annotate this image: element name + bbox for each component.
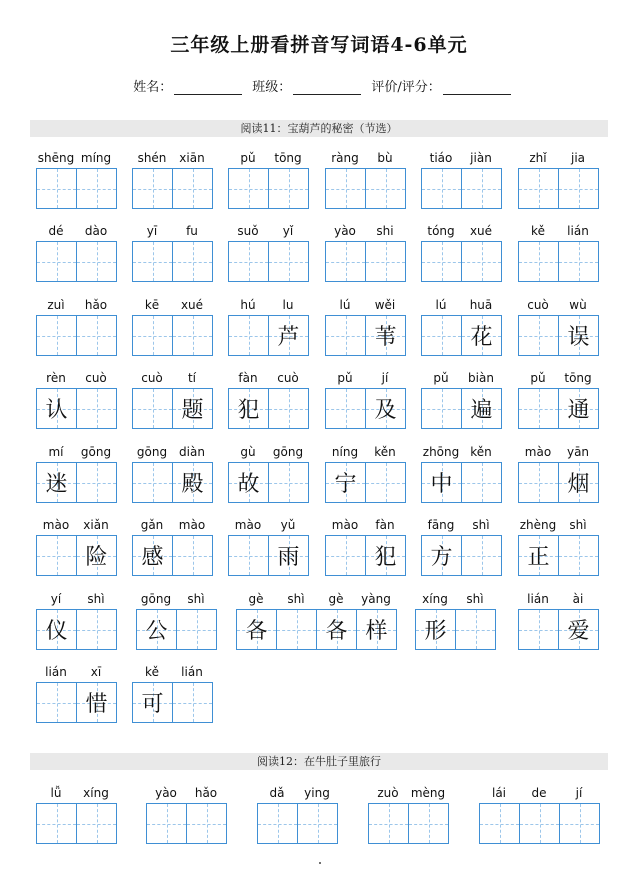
pinyin-syllable: ài (572, 592, 584, 606)
tianzige-cell[interactable] (36, 315, 76, 356)
pinyin-syllable: shì (87, 592, 105, 606)
pinyin-syllable: mào (524, 445, 552, 459)
tianzige-cell[interactable] (519, 803, 559, 844)
score-blank[interactable] (443, 82, 511, 95)
tianzige-cell[interactable] (172, 168, 213, 209)
writing-boxes (479, 803, 600, 844)
tianzige-cell[interactable] (365, 535, 406, 576)
tianzige-cell[interactable] (356, 609, 397, 650)
tianzige-cell[interactable] (479, 803, 519, 844)
given-character: 正 (527, 545, 550, 570)
tianzige-cell[interactable] (518, 168, 558, 209)
writing-boxes (518, 535, 599, 576)
pinyin-syllable: fu (186, 224, 198, 238)
pinyin-syllable: yào (155, 786, 177, 800)
writing-boxes (228, 315, 309, 356)
pinyin-syllable: zuì (47, 298, 65, 312)
pinyin-syllable: shì (472, 518, 490, 532)
tianzige-cell[interactable] (408, 803, 449, 844)
tianzige-cell[interactable] (325, 462, 365, 503)
pinyin-syllable: kěn (470, 445, 492, 459)
writing-boxes (421, 241, 502, 282)
given-character: 殿 (181, 472, 204, 497)
tianzige-cell[interactable] (172, 241, 213, 282)
given-character: 迷 (45, 472, 68, 497)
writing-boxes (36, 609, 117, 650)
pinyin-syllable: shì (187, 592, 205, 606)
given-character: 各 (325, 619, 348, 644)
given-character: 中 (430, 472, 453, 497)
pinyin-syllable: gè (248, 592, 264, 606)
tianzige-cell[interactable] (268, 388, 309, 429)
tianzige-cell[interactable] (365, 462, 406, 503)
given-character: 方 (430, 545, 453, 570)
tianzige-cell[interactable] (132, 462, 172, 503)
pinyin-syllable: kē (144, 298, 160, 312)
given-character: 雨 (277, 545, 300, 570)
pinyin-syllable: ying (304, 786, 330, 800)
tianzige-cell[interactable] (268, 241, 309, 282)
writing-boxes (325, 241, 406, 282)
tianzige-cell[interactable] (461, 315, 502, 356)
given-character: 故 (237, 472, 260, 497)
given-character: 通 (567, 398, 590, 423)
writing-boxes (146, 803, 227, 844)
tianzige-cell[interactable] (325, 168, 365, 209)
pinyin-syllable: zhǐ (529, 151, 547, 165)
tianzige-cell[interactable] (365, 241, 406, 282)
pinyin-syllable: gōng (140, 592, 172, 606)
tianzige-cell[interactable] (36, 388, 76, 429)
tianzige-cell[interactable] (415, 609, 455, 650)
tianzige-cell[interactable] (172, 535, 213, 576)
tianzige-cell[interactable] (325, 241, 365, 282)
tianzige-cell[interactable] (518, 241, 558, 282)
pinyin-syllable: jí (575, 786, 583, 800)
student-info (0, 76, 638, 95)
tianzige-cell[interactable] (136, 609, 176, 650)
given-character: 芦 (277, 325, 300, 350)
tianzige-cell[interactable] (268, 462, 309, 503)
tianzige-cell[interactable] (297, 803, 338, 844)
pinyin-syllable: ràng (331, 151, 359, 165)
tianzige-cell[interactable] (132, 388, 172, 429)
pinyin-syllable: lǚ (50, 786, 62, 800)
pinyin-syllable: shì (466, 592, 484, 606)
writing-boxes (257, 803, 338, 844)
writing-boxes (136, 609, 217, 650)
writing-boxes (421, 168, 502, 209)
writing-boxes (518, 388, 599, 429)
tianzige-cell[interactable] (172, 388, 213, 429)
writing-boxes (421, 462, 502, 503)
pinyin-syllable: dé (48, 224, 64, 238)
tianzige-cell[interactable] (461, 462, 502, 503)
writing-boxes (132, 388, 213, 429)
tianzige-cell[interactable] (132, 315, 172, 356)
tianzige-cell[interactable] (365, 388, 406, 429)
writing-boxes (228, 535, 309, 576)
pinyin-syllable: tí (187, 371, 197, 385)
writing-boxes (325, 535, 406, 576)
section-header-12: 阅读12：在牛肚子里旅行 (30, 753, 608, 770)
given-character: 各 (245, 619, 268, 644)
score-label: 评价/评分： (371, 80, 441, 95)
pinyin-syllable: biàn (468, 371, 494, 385)
pinyin-syllable: lián (45, 665, 67, 679)
writing-boxes (228, 462, 309, 503)
tianzige-cell[interactable] (76, 609, 117, 650)
tianzige-cell[interactable] (268, 535, 309, 576)
pinyin-syllable: shén (137, 151, 167, 165)
given-character: 题 (181, 398, 204, 423)
tianzige-cell[interactable] (228, 535, 268, 576)
pinyin-syllable: yí (50, 592, 62, 606)
tianzige-cell[interactable] (518, 315, 558, 356)
tianzige-cell[interactable] (228, 462, 268, 503)
tianzige-cell[interactable] (421, 388, 461, 429)
pinyin-syllable: míng (80, 151, 112, 165)
pinyin-syllable: hǎo (194, 786, 218, 800)
pinyin-syllable: mí (48, 445, 64, 459)
tianzige-cell[interactable] (228, 168, 268, 209)
pinyin-syllable: shēng (37, 151, 75, 165)
pinyin-syllable: pǔ (240, 151, 256, 165)
writing-boxes (36, 388, 117, 429)
tianzige-cell[interactable] (257, 803, 297, 844)
tianzige-cell[interactable] (228, 388, 268, 429)
pinyin-syllable: suǒ (237, 224, 259, 238)
tianzige-cell[interactable] (518, 609, 558, 650)
tianzige-cell[interactable] (559, 803, 600, 844)
tianzige-cell[interactable] (132, 535, 172, 576)
pinyin-syllable: yān (566, 445, 590, 459)
tianzige-cell[interactable] (461, 241, 502, 282)
given-character: 犯 (237, 398, 260, 423)
pinyin-syllable: pǔ (530, 371, 546, 385)
pinyin-syllable: gè (328, 592, 344, 606)
pinyin-syllable: wù (569, 298, 587, 312)
writing-boxes (36, 535, 117, 576)
pinyin-syllable: xué (469, 224, 493, 238)
writing-boxes (36, 462, 117, 503)
writing-boxes (36, 241, 117, 282)
tianzige-cell[interactable] (76, 315, 117, 356)
writing-boxes (421, 315, 502, 356)
pinyin-syllable: zhèng (519, 518, 557, 532)
given-character: 惜 (85, 692, 108, 717)
pinyin-syllable: bù (377, 151, 393, 165)
writing-boxes (36, 803, 117, 844)
name-blank[interactable] (174, 82, 242, 95)
given-character: 公 (145, 619, 168, 644)
given-character: 样 (365, 619, 388, 644)
tianzige-cell[interactable] (461, 535, 502, 576)
pinyin-syllable: lái (491, 786, 507, 800)
tianzige-cell[interactable] (36, 803, 76, 844)
writing-boxes (421, 388, 502, 429)
writing-boxes (368, 803, 449, 844)
pinyin-syllable: fàn (375, 518, 395, 532)
writing-boxes (228, 388, 309, 429)
pinyin-syllable: kě (531, 224, 545, 238)
pinyin-syllable: pǔ (337, 371, 353, 385)
tianzige-cell[interactable] (365, 315, 406, 356)
writing-boxes (228, 241, 309, 282)
tianzige-cell[interactable] (132, 682, 172, 723)
class-blank[interactable] (293, 82, 361, 95)
writing-boxes (132, 682, 213, 723)
writing-boxes (36, 682, 117, 723)
given-character: 感 (141, 545, 164, 570)
tianzige-cell[interactable] (368, 803, 408, 844)
writing-boxes (132, 241, 213, 282)
tianzige-cell[interactable] (558, 462, 599, 503)
pinyin-syllable: tiáo (429, 151, 453, 165)
tianzige-cell[interactable] (36, 609, 76, 650)
given-character: 宁 (334, 472, 357, 497)
writing-boxes (228, 168, 309, 209)
tianzige-cell[interactable] (76, 535, 117, 576)
tianzige-cell[interactable] (421, 315, 461, 356)
tianzige-cell[interactable] (325, 315, 365, 356)
tianzige-cell[interactable] (558, 241, 599, 282)
tianzige-cell[interactable] (421, 462, 461, 503)
given-character: 仪 (45, 619, 68, 644)
pinyin-syllable: rèn (46, 371, 66, 385)
pinyin-syllable: jiàn (470, 151, 492, 165)
tianzige-cell[interactable] (228, 241, 268, 282)
page-title: 三年级上册看拼音写词语4-6单元 (170, 34, 468, 56)
tianzige-cell[interactable] (132, 241, 172, 282)
pinyin-syllable: mào (178, 518, 206, 532)
given-character: 爱 (567, 619, 590, 644)
tianzige-cell[interactable] (76, 168, 117, 209)
pinyin-syllable: gōng (136, 445, 168, 459)
given-character: 犯 (374, 545, 397, 570)
pinyin-syllable: lián (181, 665, 203, 679)
pinyin-syllable: gōng (272, 445, 304, 459)
pinyin-syllable: gù (240, 445, 256, 459)
section-header-11: 阅读11：宝葫芦的秘密（节选） (30, 120, 608, 137)
given-character: 误 (567, 325, 590, 350)
writing-boxes (132, 535, 213, 576)
pinyin-syllable: mào (331, 518, 359, 532)
writing-boxes (132, 315, 213, 356)
pinyin-syllable: yàng (361, 592, 391, 606)
writing-boxes (325, 388, 406, 429)
pinyin-syllable: tóng (427, 224, 455, 238)
tianzige-cell[interactable] (76, 462, 117, 503)
tianzige-cell[interactable] (228, 315, 268, 356)
tianzige-cell[interactable] (268, 315, 309, 356)
tianzige-cell[interactable] (36, 682, 76, 723)
given-character: 及 (374, 398, 397, 423)
tianzige-cell[interactable] (76, 241, 117, 282)
tianzige-cell[interactable] (518, 388, 558, 429)
writing-boxes (132, 168, 213, 209)
tianzige-cell[interactable] (558, 535, 599, 576)
writing-boxes (36, 315, 117, 356)
tianzige-cell[interactable] (316, 609, 356, 650)
pinyin-syllable: kě (145, 665, 159, 679)
pinyin-syllable: jí (381, 371, 389, 385)
tianzige-cell[interactable] (421, 168, 461, 209)
pinyin-syllable: xiǎn (83, 518, 109, 532)
pinyin-syllable: lu (282, 298, 294, 312)
tianzige-cell[interactable] (36, 168, 76, 209)
writing-boxes (518, 241, 599, 282)
pinyin-syllable: fàn (238, 371, 258, 385)
given-character: 认 (45, 398, 68, 423)
tianzige-cell[interactable] (36, 462, 76, 503)
pinyin-syllable: tōng (274, 151, 302, 165)
given-character: 险 (85, 545, 108, 570)
pinyin-syllable: lián (567, 224, 589, 238)
pinyin-syllable: lián (527, 592, 549, 606)
pinyin-syllable: zhōng (422, 445, 460, 459)
pinyin-syllable: cuò (85, 371, 107, 385)
writing-boxes (36, 168, 117, 209)
pinyin-syllable: hǎo (84, 298, 108, 312)
pinyin-syllable: xué (180, 298, 204, 312)
pinyin-syllable: zuò (377, 786, 399, 800)
tianzige-cell[interactable] (276, 609, 316, 650)
pinyin-syllable: huā (469, 298, 493, 312)
tianzige-cell[interactable] (558, 168, 599, 209)
writing-boxes (236, 609, 397, 650)
tianzige-cell[interactable] (518, 535, 558, 576)
given-character: 烟 (567, 472, 590, 497)
pinyin-syllable: mào (234, 518, 262, 532)
tianzige-cell[interactable] (455, 609, 496, 650)
pinyin-syllable: yī (146, 224, 158, 238)
tianzige-cell[interactable] (146, 803, 186, 844)
pinyin-syllable: níng (331, 445, 359, 459)
pinyin-syllable: xiān (179, 151, 205, 165)
tianzige-cell[interactable] (558, 609, 599, 650)
tianzige-cell[interactable] (132, 168, 172, 209)
given-character: 苇 (374, 325, 397, 350)
given-character: 遍 (470, 398, 493, 423)
tianzige-cell[interactable] (325, 535, 365, 576)
writing-boxes (325, 462, 406, 503)
writing-boxes (415, 609, 496, 650)
tianzige-cell[interactable] (236, 609, 276, 650)
given-character: 可 (141, 692, 164, 717)
pinyin-syllable: xíng (83, 786, 109, 800)
class-label: 班级： (252, 80, 292, 95)
tianzige-cell[interactable] (76, 803, 117, 844)
tianzige-cell[interactable] (558, 315, 599, 356)
writing-boxes (518, 462, 599, 503)
given-character: 形 (424, 619, 447, 644)
tianzige-cell[interactable] (421, 241, 461, 282)
name-label: 姓名： (133, 80, 173, 95)
tianzige-cell[interactable] (558, 388, 599, 429)
pinyin-syllable: gōng (80, 445, 112, 459)
tianzige-cell[interactable] (172, 682, 213, 723)
writing-boxes (325, 315, 406, 356)
pinyin-syllable: cuò (141, 371, 163, 385)
pinyin-syllable: fāng (427, 518, 455, 532)
pinyin-syllable: cuò (527, 298, 549, 312)
pinyin-syllable: diàn (179, 445, 205, 459)
pinyin-syllable: xī (90, 665, 102, 679)
tianzige-cell[interactable] (172, 462, 213, 503)
pinyin-syllable: cuò (277, 371, 299, 385)
pinyin-syllable: mào (42, 518, 70, 532)
tianzige-cell[interactable] (461, 168, 502, 209)
pinyin-syllable: gǎn (140, 518, 164, 532)
pinyin-syllable: shi (376, 224, 394, 238)
pinyin-syllable: lú (435, 298, 447, 312)
tianzige-cell[interactable] (461, 388, 502, 429)
tianzige-cell[interactable] (76, 682, 117, 723)
tianzige-cell[interactable] (172, 315, 213, 356)
writing-boxes (518, 315, 599, 356)
pinyin-syllable: yǔ (280, 518, 296, 532)
pinyin-syllable: wěi (374, 298, 396, 312)
tianzige-cell[interactable] (176, 609, 217, 650)
pinyin-syllable: kěn (374, 445, 396, 459)
pinyin-syllable: lú (339, 298, 351, 312)
writing-boxes (518, 168, 599, 209)
pinyin-syllable: yǐ (282, 224, 294, 238)
pinyin-syllable: dǎ (269, 786, 285, 800)
tianzige-cell[interactable] (36, 241, 76, 282)
tianzige-cell[interactable] (421, 535, 461, 576)
given-character: 花 (470, 325, 493, 350)
pinyin-syllable: de (531, 786, 547, 800)
pinyin-syllable: pǔ (433, 371, 449, 385)
pinyin-syllable: tōng (564, 371, 592, 385)
page-dot (319, 862, 321, 864)
pinyin-syllable: dào (84, 224, 108, 238)
pinyin-syllable: shì (287, 592, 305, 606)
pinyin-syllable: mèng (410, 786, 446, 800)
pinyin-syllable: xíng (422, 592, 448, 606)
pinyin-syllable: jia (570, 151, 586, 165)
writing-boxes (132, 462, 213, 503)
pinyin-syllable: yào (334, 224, 356, 238)
writing-boxes (421, 535, 502, 576)
writing-boxes (325, 168, 406, 209)
pinyin-syllable: shì (569, 518, 587, 532)
tianzige-cell[interactable] (518, 462, 558, 503)
pinyin-syllable: hú (240, 298, 256, 312)
writing-boxes (518, 609, 599, 650)
tianzige-cell[interactable] (186, 803, 227, 844)
tianzige-cell[interactable] (268, 168, 309, 209)
tianzige-cell[interactable] (365, 168, 406, 209)
tianzige-cell[interactable] (36, 535, 76, 576)
tianzige-cell[interactable] (76, 388, 117, 429)
tianzige-cell[interactable] (325, 388, 365, 429)
